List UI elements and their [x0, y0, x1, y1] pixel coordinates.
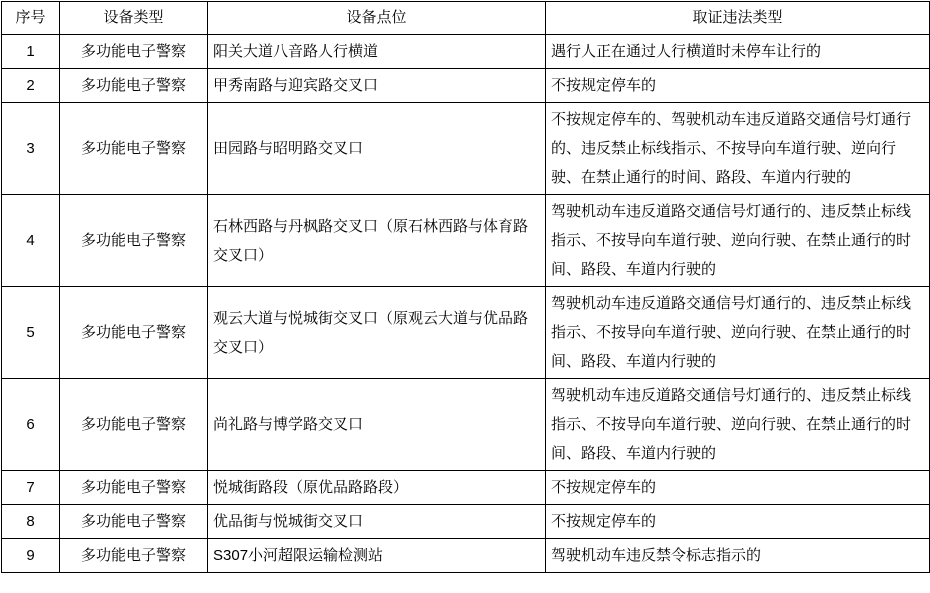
cell-index: 9 — [2, 539, 60, 573]
cell-device-type: 多功能电子警察 — [60, 195, 208, 287]
cell-violation-type: 不按规定停车的、驾驶机动车违反道路交通信号灯通行的、违反禁止标线指示、不按导向车道行驶、逆向行驶、在禁止通行的时间、路段、车道内行驶的 — [546, 103, 930, 195]
cell-device-site: 甲秀南路与迎宾路交叉口 — [208, 69, 546, 103]
table-row — [2, 103, 930, 195]
cell-device-site: 石林西路与丹枫路交叉口（原石林西路与体育路交叉口） — [208, 195, 546, 287]
cell-violation-type: 不按规定停车的 — [546, 505, 930, 539]
cell-device-type: 多功能电子警察 — [60, 539, 208, 573]
table-row — [2, 195, 930, 287]
cell-violation-type: 驾驶机动车违反道路交通信号灯通行的、违反禁止标线指示、不按导向车道行驶、逆向行驶、在禁止通行的时间、路段、车道内行驶的 — [546, 287, 930, 379]
cell-device-site: 田园路与昭明路交叉口 — [208, 103, 546, 195]
column-header-device-site: 设备点位 — [208, 2, 546, 35]
cell-index: 1 — [2, 35, 60, 69]
cell-index: 5 — [2, 287, 60, 379]
cell-violation-type: 驾驶机动车违反道路交通信号灯通行的、违反禁止标线指示、不按导向车道行驶、逆向行驶、在禁止通行的时间、路段、车道内行驶的 — [546, 379, 930, 471]
cell-violation-type: 遇行人正在通过人行横道时未停车让行的 — [546, 35, 930, 69]
cell-device-type: 多功能电子警察 — [60, 505, 208, 539]
column-header-device-type: 设备类型 — [60, 2, 208, 35]
cell-violation-type: 驾驶机动车违反禁令标志指示的 — [546, 539, 930, 573]
cell-index: 3 — [2, 103, 60, 195]
cell-index: 7 — [2, 471, 60, 505]
cell-device-type: 多功能电子警察 — [60, 379, 208, 471]
cell-index: 2 — [2, 69, 60, 103]
cell-device-site: 观云大道与悦城街交叉口（原观云大道与优品路交叉口） — [208, 287, 546, 379]
table-header — [2, 2, 930, 35]
cell-device-site: 阳关大道八音路人行横道 — [208, 35, 546, 69]
device-violation-table — [1, 1, 930, 573]
document-page — [0, 1, 930, 593]
table-header-row — [2, 2, 930, 35]
cell-device-type: 多功能电子警察 — [60, 471, 208, 505]
cell-device-type: 多功能电子警察 — [60, 35, 208, 69]
table-row — [2, 287, 930, 379]
table-row — [2, 69, 930, 103]
cell-index: 4 — [2, 195, 60, 287]
table-row — [2, 35, 930, 69]
table-body — [2, 35, 930, 573]
cell-device-site: 尚礼路与博学路交叉口 — [208, 379, 546, 471]
cell-index: 8 — [2, 505, 60, 539]
table-row — [2, 471, 930, 505]
cell-device-type: 多功能电子警察 — [60, 287, 208, 379]
cell-device-type: 多功能电子警察 — [60, 103, 208, 195]
cell-violation-type: 不按规定停车的 — [546, 69, 930, 103]
cell-violation-type: 不按规定停车的 — [546, 471, 930, 505]
cell-device-type: 多功能电子警察 — [60, 69, 208, 103]
cell-device-site: 悦城街路段（原优品路路段） — [208, 471, 546, 505]
cell-index: 6 — [2, 379, 60, 471]
column-header-violation-type: 取证违法类型 — [546, 2, 930, 35]
cell-violation-type: 驾驶机动车违反道路交通信号灯通行的、违反禁止标线指示、不按导向车道行驶、逆向行驶、在禁止通行的时间、路段、车道内行驶的 — [546, 195, 930, 287]
table-row — [2, 505, 930, 539]
table-row — [2, 379, 930, 471]
cell-device-site: 优品街与悦城街交叉口 — [208, 505, 546, 539]
table-row — [2, 539, 930, 573]
cell-device-site: S307小河超限运输检测站 — [208, 539, 546, 573]
column-header-index: 序号 — [2, 2, 60, 35]
